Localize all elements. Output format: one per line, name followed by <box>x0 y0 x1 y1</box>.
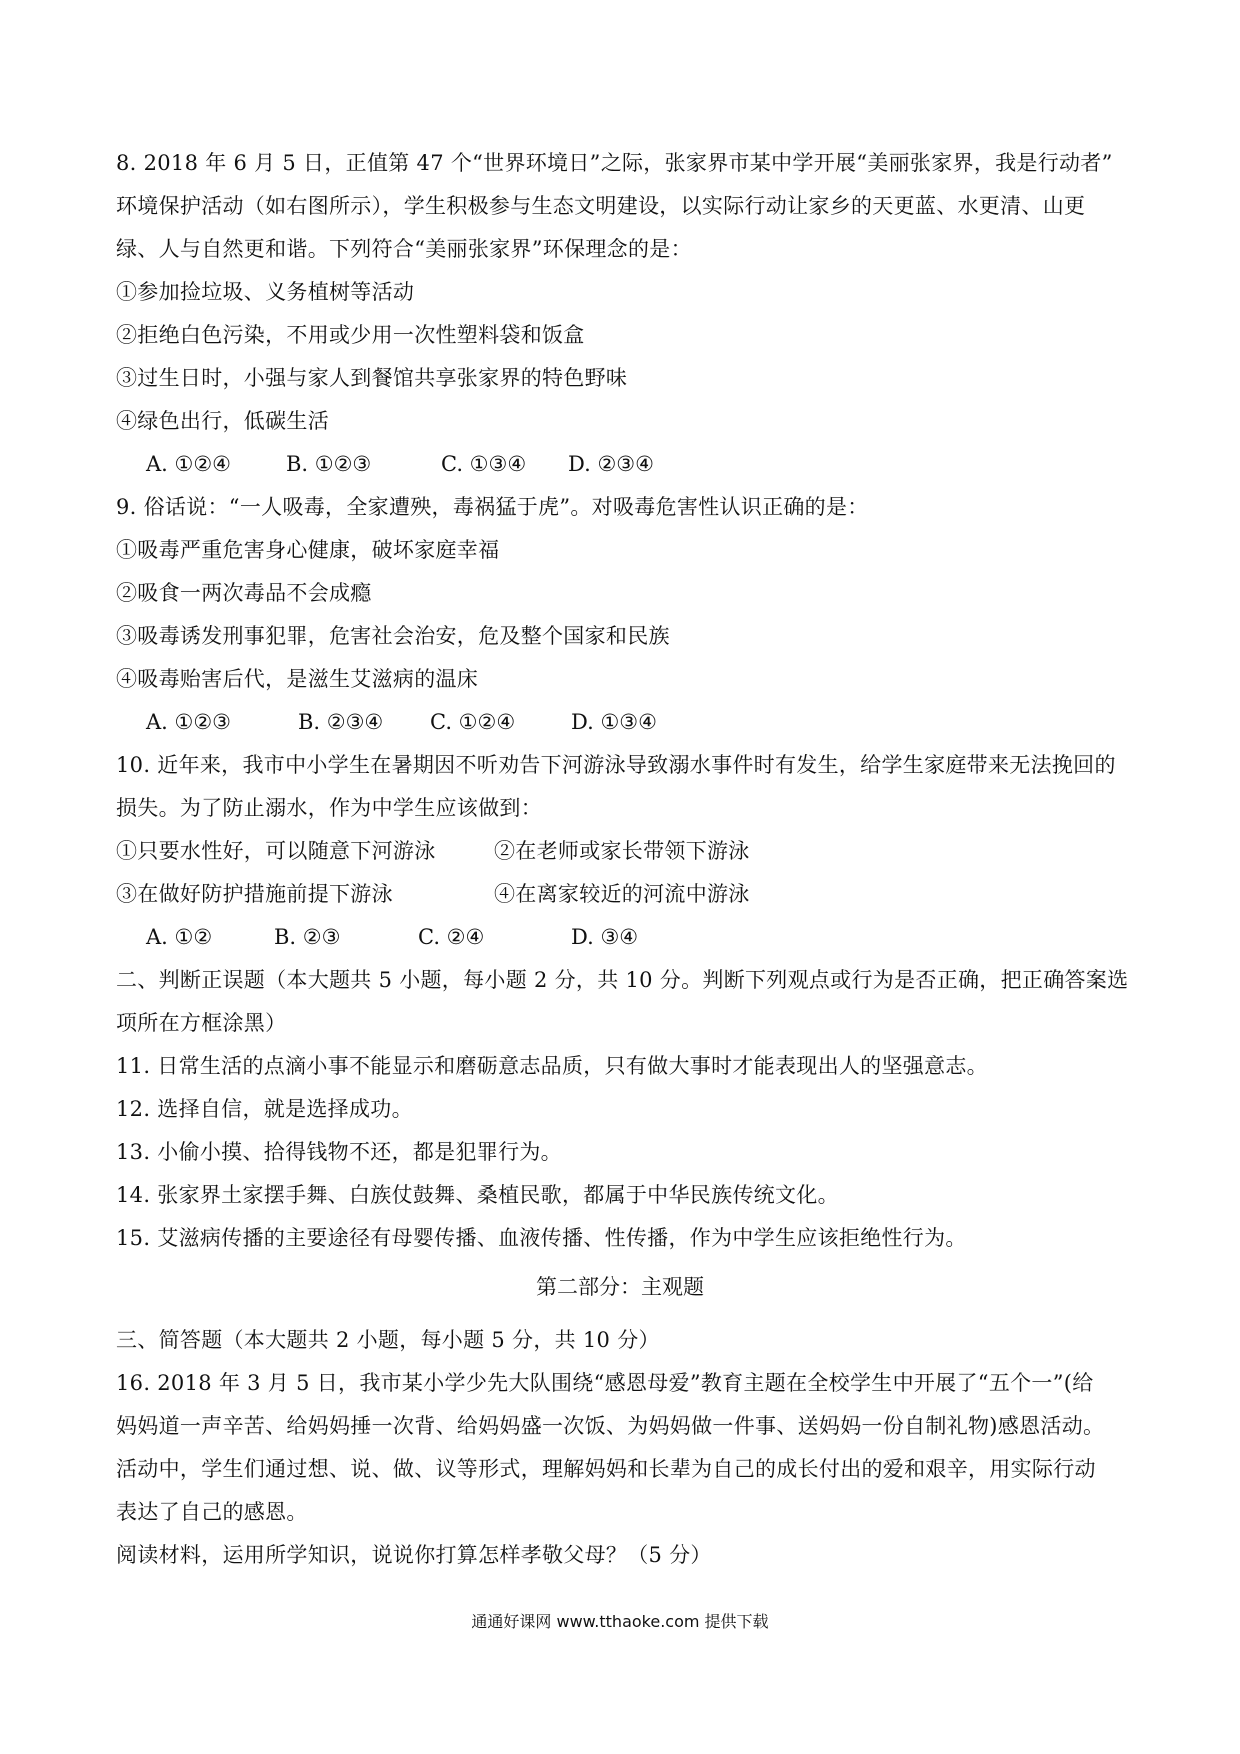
q9-stem-line-1: 9. 俗话说：“一人吸毒，全家遭殃，毒祸猛于虎”。对吸毒危害性认识正确的是： <box>116 495 869 519</box>
section2-heading-line-2: 项所在方框涂黑） <box>116 1011 287 1035</box>
q14-statement: 14. 张家界土家摆手舞、白族仗鼓舞、桑植民歌，都属于中华民族传统文化。 <box>116 1183 839 1207</box>
q9-item-3: ③吸毒诱发刑事犯罪，危害社会治安，危及整个国家和民族 <box>116 624 670 648</box>
q8-item-3: ③过生日时，小强与家人到餐馆共享张家界的特色野味 <box>116 366 628 390</box>
q9-option-c: C. ①②④ <box>430 710 516 734</box>
q12-statement: 12. 选择自信，就是选择成功。 <box>116 1097 413 1121</box>
q10-option-b: B. ②③ <box>274 925 341 949</box>
q10-items-row-1 <box>116 836 1136 866</box>
q8-stem-line-3: 绿、人与自然更和谐。下列符合“美丽张家界”环保理念的是： <box>116 237 692 261</box>
part2-title: 第二部分：主观题 <box>536 1275 704 1299</box>
section3-heading: 三、简答题（本大题共 2 小题，每小题 5 分，共 10 分） <box>116 1328 660 1352</box>
q8-option-a: A. ①②④ <box>146 452 231 476</box>
q9-item-4: ④吸毒贻害后代，是滋生艾滋病的温床 <box>116 667 479 691</box>
q9-item-2: ②吸食一两次毒品不会成瘾 <box>116 581 372 605</box>
q15-statement: 15. 艾滋病传播的主要途径有母婴传播、血液传播、性传播，作为中学生应该拒绝性行为。 <box>116 1226 967 1250</box>
q16-material-line-4: 表达了自己的感恩。 <box>116 1500 308 1524</box>
q16-material-line-1: 16. 2018 年 3 月 5 日，我市某小学少先大队围绕“感恩母爱”教育主题在全校学生中开展了“五个一”(给 <box>116 1371 1094 1395</box>
q13-statement: 13. 小偷小摸、拾得钱物不还，都是犯罪行为。 <box>116 1140 562 1164</box>
q16-material-line-3: 活动中，学生们通过想、说、做、议等形式，理解妈妈和长辈为自己的成长付出的爱和艰辛，用实际行动 <box>116 1457 1096 1481</box>
q8-item-4: ④绿色出行，低碳生活 <box>116 409 329 433</box>
q10-item-3: ③在做好防护措施前提下游泳 <box>116 882 393 906</box>
q8-option-d: D. ②③④ <box>568 452 654 476</box>
q10-stem-line-1: 10. 近年来，我市中小学生在暑期因不听劝告下河游泳导致溺水事件时有发生，给学生家庭带来无法挽回的 <box>116 753 1116 777</box>
q8-stem-line-1: 8. 2018 年 6 月 5 日，正值第 47 个“世界环境日”之际，张家界市某中学开展“美丽张家界，我是行动者” <box>116 151 1113 175</box>
q9-item-1: ①吸毒严重危害身心健康，破坏家庭幸福 <box>116 538 500 562</box>
q10-option-a: A. ①② <box>146 925 213 949</box>
q10-stem-line-2: 损失。为了防止溺水，作为中学生应该做到： <box>116 796 542 820</box>
q10-items-row-2 <box>116 879 1136 909</box>
q8-item-1: ①参加捡垃圾、义务植树等活动 <box>116 280 415 304</box>
q9-option-a: A. ①②③ <box>146 710 231 734</box>
q8-item-2: ②拒绝白色污染，不用或少用一次性塑料袋和饭盒 <box>116 323 585 347</box>
q9-option-b: B. ②③④ <box>298 710 384 734</box>
q8-option-c: C. ①③④ <box>441 452 527 476</box>
section2-heading-line-1: 二、判断正误题（本大题共 5 小题，每小题 2 分，共 10 分。判断下列观点或行为是否正确，把正确答案选 <box>116 968 1129 992</box>
q8-stem-line-2: 环境保护活动（如右图所示），学生积极参与生态文明建设，以实际行动让家乡的天更蓝、水更清、山更 <box>116 194 1086 218</box>
q10-item-4: ④在离家较近的河流中游泳 <box>494 882 750 906</box>
q10-item-2: ②在老师或家长带领下游泳 <box>494 839 750 863</box>
page-footer: 通通好课网 www.tthaoke.com 提供下载 <box>471 1612 769 1631</box>
q11-statement: 11. 日常生活的点滴小事不能显示和磨砺意志品质，只有做大事时才能表现出人的坚强意志。 <box>116 1054 988 1078</box>
q16-prompt: 阅读材料，运用所学知识，说说你打算怎样孝敬父母？（5 分） <box>116 1543 712 1567</box>
q10-option-d: D. ③④ <box>571 925 639 949</box>
q10-option-c: C. ②④ <box>418 925 485 949</box>
q8-option-b: B. ①②③ <box>286 452 372 476</box>
q16-material-line-2: 妈妈道一声辛苦、给妈妈捶一次背、给妈妈盛一次饭、为妈妈做一件事、送妈妈一份自制礼物)感恩活动。 <box>116 1414 1105 1438</box>
q10-item-1: ①只要水性好，可以随意下河游泳 <box>116 839 436 863</box>
q9-option-d: D. ①③④ <box>571 710 657 734</box>
